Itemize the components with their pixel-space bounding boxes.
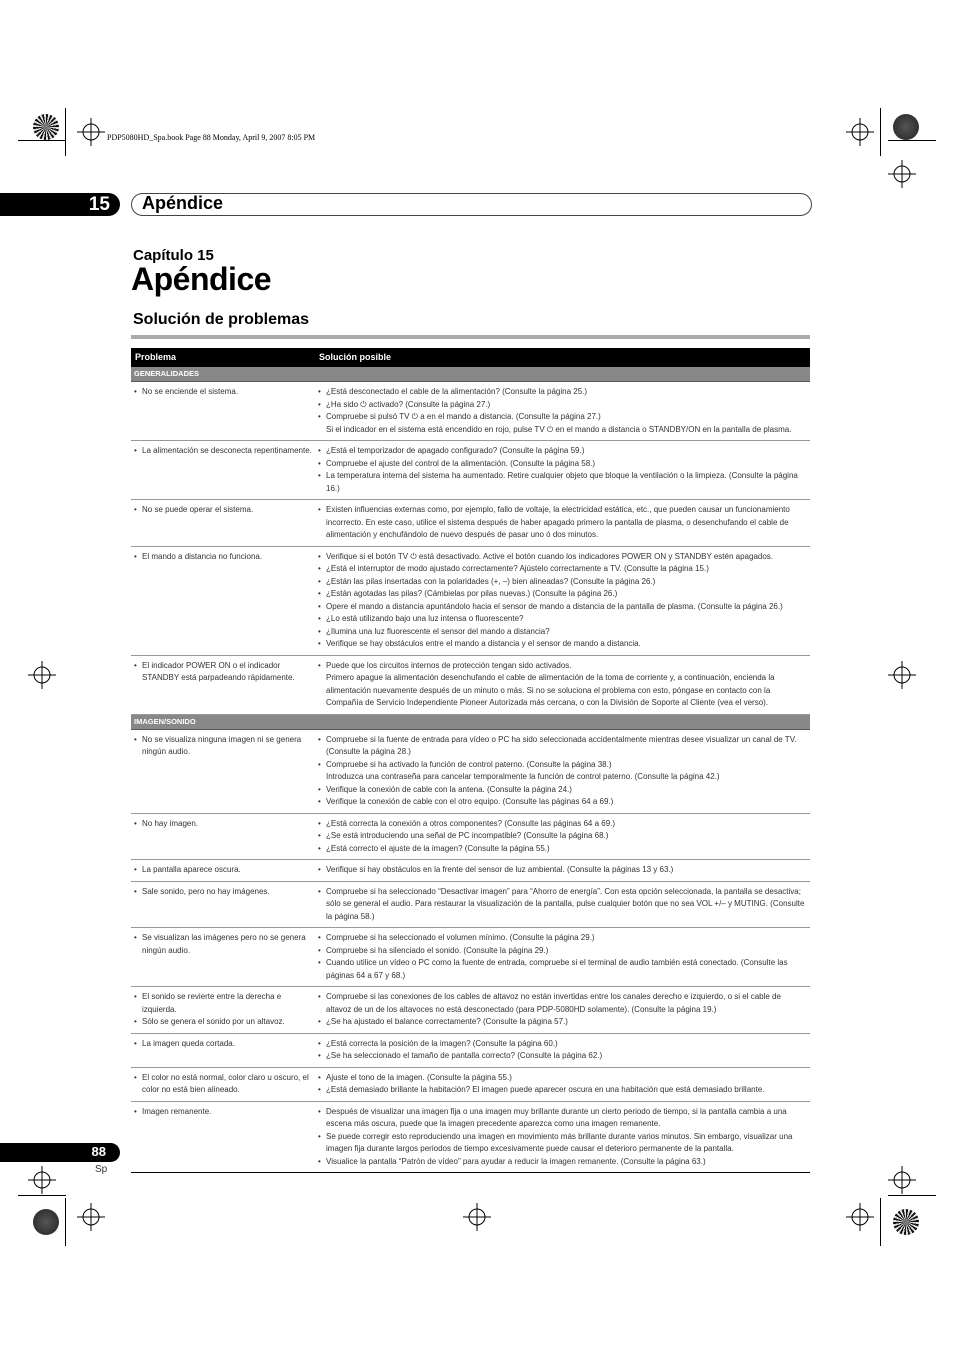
problem-cell <box>131 655 315 714</box>
section-rule <box>131 335 810 339</box>
table-row <box>131 1067 810 1101</box>
table-row <box>131 928 810 987</box>
page-title: Apéndice <box>131 261 272 297</box>
solution-item: • Verifique se hay obstáculos entre el mando a distancia y el sensor de mando a distancia. <box>318 638 807 651</box>
section-title: Solución de problemas <box>133 311 310 328</box>
registration-mark-icon <box>463 1203 491 1231</box>
table-row <box>131 1033 810 1067</box>
solution-cell <box>315 1067 810 1101</box>
problem-cell <box>131 546 315 655</box>
solution-cell <box>315 813 810 860</box>
problem-cell <box>131 987 315 1034</box>
group-label: GENERALIDADES <box>131 367 810 382</box>
problem-item: • No se puede operar el sistema. <box>134 504 312 517</box>
table-row <box>131 987 810 1034</box>
troubleshooting-table <box>131 348 810 1173</box>
problem-item: • Sólo se genera el sonido por un altavoz. <box>134 1016 312 1029</box>
solution-item: • ¿Está demasiado brillante la habitación? El imagen puede aparecer oscura en una habitación que está demasiado brillante. <box>318 1084 807 1097</box>
column-header-solution: Solución posible <box>315 348 810 367</box>
solution-item: • Visualice la pantalla “Patrón de vídeo” para ayudar a reducir la imagen remanente. (Consulte la página 63.) <box>318 1156 807 1169</box>
problem-item: • No se enciende el sistema. <box>134 386 312 399</box>
table-row <box>131 382 810 441</box>
solution-cell <box>315 500 810 547</box>
solution-cell <box>315 729 810 813</box>
solution-item: • ¿Está desconectado el cable de la alimentación? (Consulte la página 25.) <box>318 386 807 399</box>
solution-item: • ¿Están agotadas las pilas? (Cámbielas por pilas nuevas.) (Consulte la página 26.) <box>318 588 807 601</box>
problem-cell <box>131 928 315 987</box>
table-row <box>131 1101 810 1173</box>
registration-mark-icon <box>888 1166 916 1194</box>
chapter-number: 15 <box>88 194 110 215</box>
problem-item: • El color no está normal, color claro u oscuro, el color no está bien alineado. <box>134 1072 312 1097</box>
problem-item: • Se visualizan las imágenes pero no se genera ningún audio. <box>134 932 312 957</box>
table-group-row <box>131 367 810 382</box>
color-target-icon <box>893 1209 919 1235</box>
solution-item: • Compruebe si ha seleccionado “Desactivar imagen” para “Ahorro de energía”. Con esta opción seleccionada, la pantalla se desactiva; sólo se general el audio. Para restaurar la visualización de la pantalla, pulse cualquier botón que no sea VOL +/– y MUTING. (Consulte la página 58.) <box>318 886 807 924</box>
solution-item: • Compruebe si pulsó TV ⏻ a en el mando a distancia. (Consulte la página 27.) <box>318 411 807 424</box>
registration-mark-icon <box>77 1203 105 1231</box>
solution-item: • Compruebe si ha seleccionado el volumen mínimo. (Consulte la página 29.) <box>318 932 807 945</box>
problem-cell <box>131 500 315 547</box>
solution-cell <box>315 881 810 928</box>
solution-item: • ¿Se ha ajustado el balance correctamente? (Consulte la página 57.) <box>318 1016 807 1029</box>
solution-item: • Compruebe si la fuente de entrada para vídeo o PC ha sido seleccionada accidentalmente mientras desee visualizar un canal de TV. (Consulte la página 28.) <box>318 734 807 759</box>
solution-item: • ¿Está el interruptor de modo ajustado correctamente? Ajústelo correctamente a TV. (Consulte la página 15.) <box>318 563 807 576</box>
problem-item: • No hay imagen. <box>134 818 312 831</box>
problem-cell <box>131 729 315 813</box>
running-header-title: Apéndice <box>142 193 224 213</box>
problem-item: • El mando a distancia no funciona. <box>134 551 312 564</box>
table-row <box>131 881 810 928</box>
solution-item: Introduzca una contraseña para cancelar temporalmente la función de control paterno. (Consulte la página 42.) <box>326 772 720 781</box>
solution-item: • Verifique si el botón TV ⏻ está desactivado. Active el botón cuando los indicadores POWER ON y STANDBY estén apagados. <box>318 551 807 564</box>
group-label: IMAGEN/SONIDO <box>131 714 810 729</box>
print-slug: PDP5080HD_Spa.book Page 88 Monday, April 9, 2007 8:05 PM <box>107 133 316 142</box>
solution-cell <box>315 987 810 1034</box>
problem-item: • No se visualiza ninguna imagen ni se genera ningún audio. <box>134 734 312 759</box>
problem-item: • El sonido se revierte entre la derecha e izquierda. <box>134 991 312 1016</box>
table-row <box>131 813 810 860</box>
solution-item: • Opere el mando a distancia apuntándolo hacia el sensor de mando a distancia de la pantalla de plasma. (Consulte la página 26.) <box>318 601 807 614</box>
solution-item: • Verifique si hay obstáculos en la frente del sensor de luz ambiental. (Consulte la páginas 13 y 63.) <box>318 864 807 877</box>
page-number-badge <box>0 1143 120 1162</box>
language-code: Sp <box>95 1164 108 1175</box>
solution-item: • Compruebe si las conexiones de los cables de altavoz no están invertidas entre los canales derecho e izquierdo, o si el cable de altavoz de un de los altavoces no está desconectado (para PDP-5080HD solamente). (Consulte la página 19.) <box>318 991 807 1016</box>
solution-item: • Se puede corregir esto reproduciendo una imagen en movimiento más brillante durante varios minutos. Sin embargo, visualizar una imagen fija durante largos periodos de tiempo excesivamente puede causar el deterioro permanente de la pantalla. <box>318 1131 807 1156</box>
table-row <box>131 546 810 655</box>
solution-cell <box>315 860 810 882</box>
registration-mark-icon <box>846 118 874 146</box>
solution-item: Primero apague la alimentación desenchufando el cable de alimentación de la toma de corriente y, a continuación, encienda la alimentación nuevamente después de un minuto o más. Si no se soluciona el problema con esto, póngase en contacto con la Compañía de Servicio Independiente Pioneer Autorizada más cercana, o con la División de Soporte al Cliente (vea el verso). <box>326 673 775 707</box>
page-number: 88 <box>91 1144 106 1159</box>
table-header-row <box>131 348 810 367</box>
solution-item: • ¿Está correcto el ajuste de la imagen? (Consulte la página 55.) <box>318 843 807 856</box>
problem-item: • Sale sonido, pero no hay imágenes. <box>134 886 312 899</box>
color-target-icon <box>33 114 59 140</box>
solution-item: Si el indicador en el sistema está encendido en rojo, pulse TV ⏻ en el mando a distancia o STANDBY/ON en la pantalla de plasma. <box>326 424 792 434</box>
solution-cell <box>315 441 810 500</box>
solution-item: • ¿Ilumina una luz fluorescente el sensor del mando a distancia? <box>318 626 807 639</box>
solution-item: • ¿Se está introduciendo una señal de PC incompatible? (Consulte la página 68.) <box>318 830 807 843</box>
solution-cell <box>315 1033 810 1067</box>
registration-mark-icon <box>846 1203 874 1231</box>
chapter-number-badge <box>0 193 120 216</box>
solution-item: • Después de visualizar una imagen fija o una imagen muy brillante durante un cierto periodo de tiempo, si la pantalla cambia a una escena más oscura, puede que la imagen precedente aparezca como una imagen remanente. <box>318 1106 807 1131</box>
solution-item: • Existen influencias externas como, por ejemplo, fallo de voltaje, la electricidad estática, etc., que pueden causar un funcionamiento incorrecto. En este caso, utilice el sistema después de haber apagado primero la pantalla de plasma, o desenchufando el cable de alimentación y enchufándolo de nuevo después de pasar uno ó dos minutos. <box>318 504 807 542</box>
solution-item: • Compruebe si ha silenciado el sonido. (Consulte la página 29.) <box>318 945 807 958</box>
registration-mark-icon <box>888 661 916 689</box>
solution-item: • Verifique la conexión de cable con el otro equipo. (Consulte las páginas 64 a 69.) <box>318 796 807 809</box>
solution-item: • Cuando utilice un vídeo o PC como la fuente de entrada, compruebe si el terminal de audio también está conectado. (Consulte las páginas 64 a 67 y 68.) <box>318 957 807 982</box>
solution-item: • Ajuste el tono de la imagen. (Consulte la página 55.) <box>318 1072 807 1085</box>
registration-mark-icon <box>77 118 105 146</box>
registration-mark-icon <box>28 1166 56 1194</box>
solution-item: • Compruebe si ha activado la función de control paterno. (Consulte la página 38.) <box>318 759 807 772</box>
problem-cell <box>131 1067 315 1101</box>
color-target-icon <box>33 1209 59 1235</box>
solution-cell <box>315 1101 810 1173</box>
solution-item: • Puede que los circuitos internos de protección tengan sido activados. <box>318 660 807 673</box>
table-body <box>131 367 810 1173</box>
problem-cell <box>131 382 315 441</box>
solution-item: • ¿Se ha seleccionado el tamaño de pantalla correcto? (Consulte la página 62.) <box>318 1050 807 1063</box>
table-row <box>131 655 810 714</box>
solution-cell <box>315 546 810 655</box>
solution-cell <box>315 928 810 987</box>
solution-item: • ¿Lo está utilizando bajo una luz intensa o fluorescente? <box>318 613 807 626</box>
solution-item: • Compruebe el ajuste del control de la alimentación. (Consulte la página 58.) <box>318 458 807 471</box>
solution-item: • ¿Ha sido ⏻ activado? (Consulte la página 27.) <box>318 399 807 412</box>
solution-item: • Verifique la conexión de cable con la antena. (Consulte la página 24.) <box>318 784 807 797</box>
table-row <box>131 729 810 813</box>
solution-item: • ¿Está el temporizador de apagado configurado? (Consulte la página 59.) <box>318 445 807 458</box>
registration-mark-icon <box>888 160 916 188</box>
solution-item: • ¿Está correcta la conexión a otros componentes? (Consulte las páginas 64 a 69.) <box>318 818 807 831</box>
column-header-problem: Problema <box>131 348 315 367</box>
table-row <box>131 441 810 500</box>
table-row <box>131 500 810 547</box>
problem-cell <box>131 860 315 882</box>
problem-item: • La imagen queda cortada. <box>134 1038 312 1051</box>
problem-item: • El indicador POWER ON o el indicador STANDBY está parpadeando rápidamente. <box>134 660 312 685</box>
table-row <box>131 860 810 882</box>
chapter-label: Capítulo 15 <box>133 247 214 264</box>
solution-item: • La temperatura interna del sistema ha aumentado. Retire cualquier objeto que bloque la ventilación o la limpieza. (Consulte la página 16.) <box>318 470 807 495</box>
problem-item: • La alimentación se desconecta repentinamente. <box>134 445 312 458</box>
problem-cell <box>131 1101 315 1173</box>
problem-item: • La pantalla aparece oscura. <box>134 864 312 877</box>
problem-item: • Imagen remanente. <box>134 1106 312 1119</box>
solution-item: • ¿Están las pilas insertadas con la polaridades (+, –) bien alineadas? (Consulte la página 26.) <box>318 576 807 589</box>
solution-item: • ¿Está correcta la posición de la imagen? (Consulte la página 60.) <box>318 1038 807 1051</box>
problem-cell <box>131 813 315 860</box>
table-group-row <box>131 714 810 729</box>
problem-cell <box>131 1033 315 1067</box>
problem-cell <box>131 881 315 928</box>
running-header <box>131 193 812 216</box>
color-target-icon <box>893 114 919 140</box>
solution-cell <box>315 655 810 714</box>
problem-cell <box>131 441 315 500</box>
solution-cell <box>315 382 810 441</box>
registration-mark-icon <box>28 661 56 689</box>
